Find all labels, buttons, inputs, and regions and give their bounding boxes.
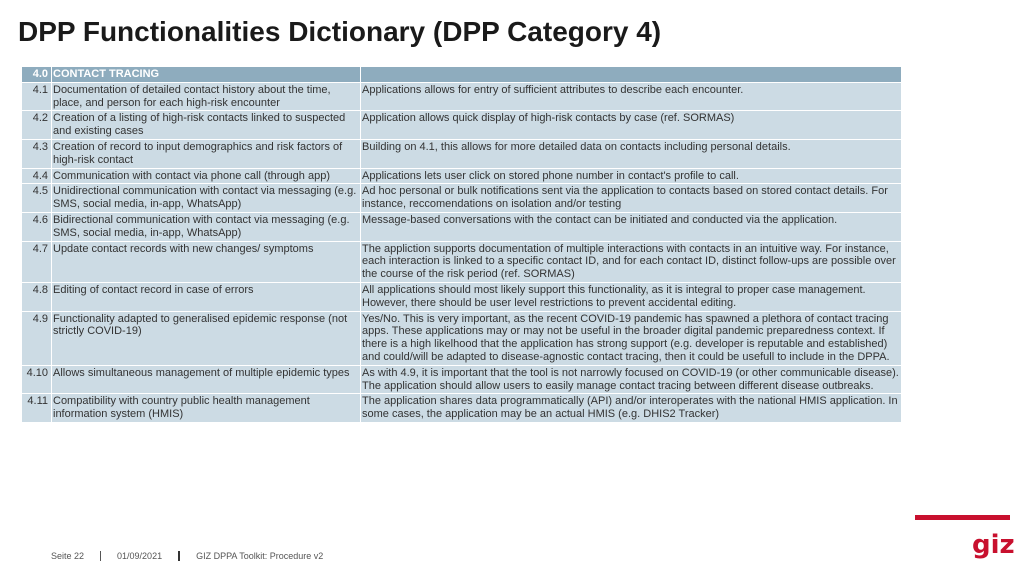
footer-separator <box>100 551 101 561</box>
row-function: Update contact records with new changes/ symptoms <box>52 241 361 282</box>
table-row <box>22 282 902 311</box>
row-number: 4.9 <box>22 311 52 365</box>
footer-document-name: GIZ DPPA Toolkit: Procedure v2 <box>196 551 324 561</box>
row-description: Applications allows for entry of sufficient attributes to describe each encounter. <box>361 82 902 111</box>
functionalities-table <box>21 66 902 423</box>
table-row <box>22 365 902 394</box>
row-description: Message-based conversations with the contact can be initiated and conducted via the application. <box>361 212 902 241</box>
table-row <box>22 111 902 140</box>
row-description: The appliction supports documentation of multiple interactions with contacts in an intuitive way. For instance, each interaction is linked to a specific contact ID, and for each contact ID, distinct follow-ups are possible over the course of the risk period (ref. SORMAS) <box>361 241 902 282</box>
table-header-row <box>22 67 902 83</box>
page-title: DPP Functionalities Dictionary (DPP Category 4) <box>18 16 662 47</box>
row-description: Ad hoc personal or bulk notifications sent via the application to contacts based on stored contact details. For instance, reccomendations on isolation and/or testing <box>361 184 902 213</box>
row-function: Unidirectional communication with contact via messaging (e.g. SMS, social media, in-app, WhatsApp) <box>52 184 361 213</box>
row-function: Functionality adapted to generalised epidemic response (not strictly COVID-19) <box>52 311 361 365</box>
row-number: 4.8 <box>22 282 52 311</box>
row-number: 4.4 <box>22 168 52 184</box>
footer <box>51 551 323 561</box>
footer-separator <box>178 551 180 561</box>
row-description: Building on 4.1, this allows for more detailed data on contacts including personal details. <box>361 139 902 168</box>
table-row <box>22 184 902 213</box>
table-row <box>22 212 902 241</box>
row-function: Compatibility with country public health management information system (HMIS) <box>52 394 361 423</box>
row-description: As with 4.9, it is important that the tool is not narrowly focused on COVID-19 (or other communicable disease). The application should allow users to easily manage contact tracing between different disease outbreaks. <box>361 365 902 394</box>
row-description: The application shares data programmatically (API) and/or interoperates with the national HMIS application. In some cases, the application may be an actual HMIS (e.g. DHIS2 Tracker) <box>361 394 902 423</box>
row-number: 4.3 <box>22 139 52 168</box>
row-description: Yes/No. This is very important, as the recent COVID-19 pandemic has spawned a plethora of contact tracing apps. These applications may or may not be useful in the broader digital pandemic preparedness context. If there is a high likelhood that the application has strong support (e.g. developer is reputable and established) and could/will be adapted to disease-agnostic contact tracing, then it could be usefull to include in the DPPA. <box>361 311 902 365</box>
table-row <box>22 394 902 423</box>
table-row <box>22 311 902 365</box>
footer-page-number: Seite 22 <box>51 551 85 561</box>
row-number: 4.11 <box>22 394 52 423</box>
table-row <box>22 82 902 111</box>
row-function: Creation of record to input demographics and risk factors of high-risk contact <box>52 139 361 168</box>
row-description: Applications lets user click on stored phone number in contact's profile to call. <box>361 168 902 184</box>
row-function: Communication with contact via phone call (through app) <box>52 168 361 184</box>
header-description <box>361 67 902 83</box>
header-label: CONTACT TRACING <box>52 67 361 83</box>
row-function: Documentation of detailed contact history about the time, place, and person for each high-risk encounter <box>52 82 361 111</box>
row-number: 4.5 <box>22 184 52 213</box>
row-number: 4.10 <box>22 365 52 394</box>
row-function: Allows simultaneous management of multiple epidemic types <box>52 365 361 394</box>
footer-date: 01/09/2021 <box>117 551 163 561</box>
row-number: 4.1 <box>22 82 52 111</box>
table-row <box>22 168 902 184</box>
row-description: All applications should most likely support this functionality, as it is integral to proper case management. However, there should be user level restrictions to prevent accidental editing. <box>361 282 902 311</box>
giz-logo-bar <box>915 515 1010 520</box>
row-function: Bidirectional communication with contact via messaging (e.g. SMS, social media, in-app, WhatsApp) <box>52 212 361 241</box>
giz-logo: giz <box>972 530 1015 560</box>
row-number: 4.2 <box>22 111 52 140</box>
row-description: Application allows quick display of high-risk contacts by case (ref. SORMAS) <box>361 111 902 140</box>
row-function: Editing of contact record in case of errors <box>52 282 361 311</box>
functionalities-table-container <box>21 66 901 423</box>
table-row <box>22 241 902 282</box>
row-number: 4.6 <box>22 212 52 241</box>
table-row <box>22 139 902 168</box>
row-number: 4.7 <box>22 241 52 282</box>
row-function: Creation of a listing of high-risk contacts linked to suspected and existing cases <box>52 111 361 140</box>
header-number: 4.0 <box>22 67 52 83</box>
